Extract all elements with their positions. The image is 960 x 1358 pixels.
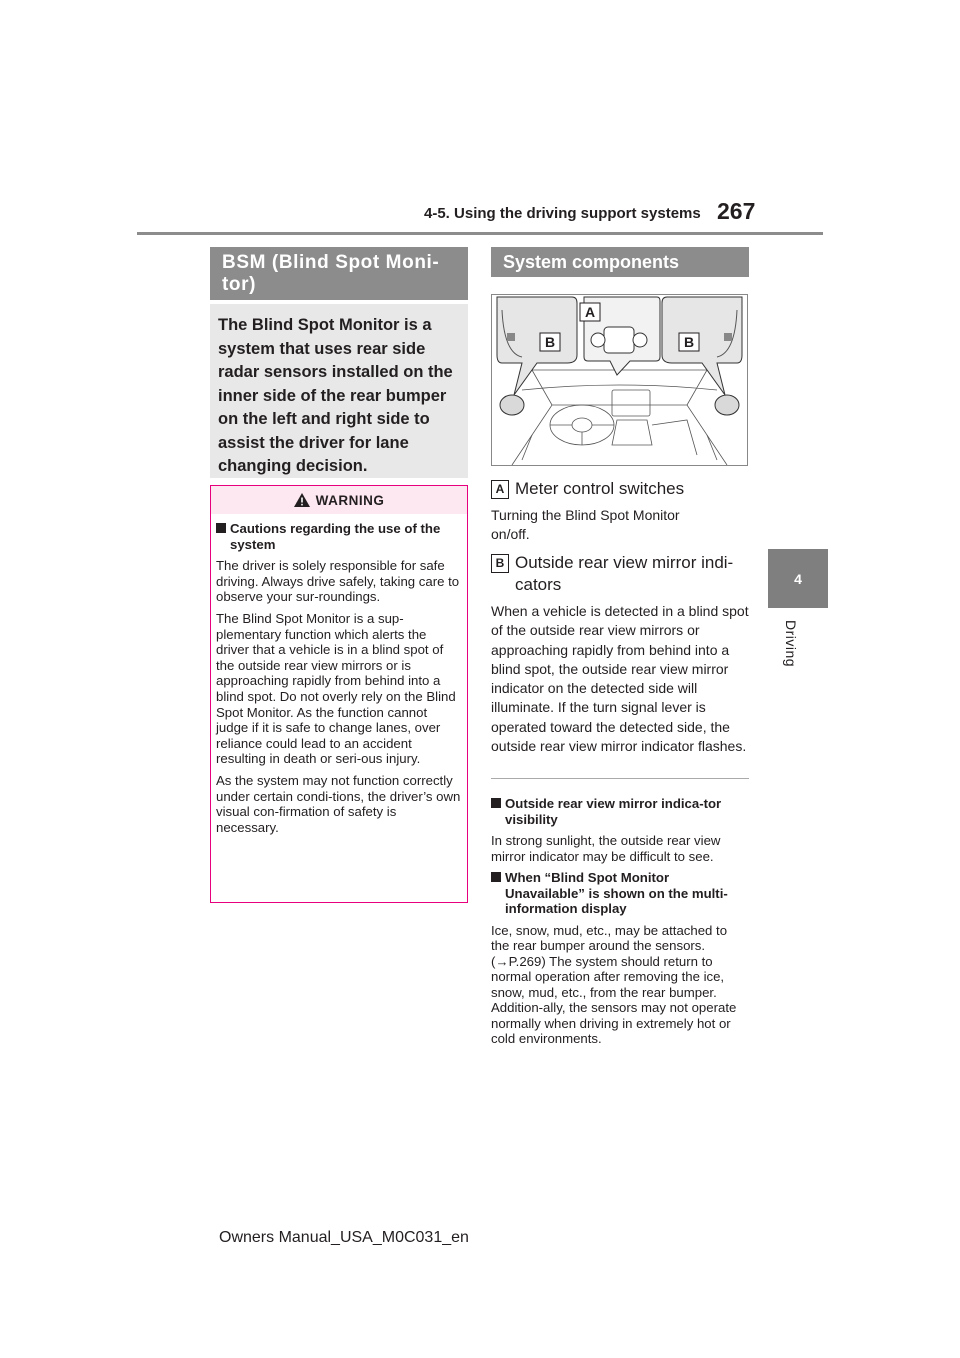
letter-b-icon: B (491, 554, 509, 573)
figure-label-a: A (584, 304, 596, 320)
note-text: Ice, snow, mud, etc., may be attached to the rear bumper around the sensors. (→P.269) The system should return to normal operation after removing the ice, snow, mud, etc., from the rear bumper. Addition-ally, the sensors may not operate normally when driving in extremely hot or cold environments. (491, 922, 737, 1046)
warning-paragraph: As the system may not function correctly under certain condi-tions, the driver’s own visual con-firmation of safety is necessary. (216, 772, 461, 835)
warning-paragraph: The driver is solely responsible for safe driving. Always drive safely, taking care to observe your sur-roundings. (216, 558, 460, 605)
callout-b-title-text: Outside rear view mirror indi- (515, 553, 734, 572)
note-heading-text: When “Blind Spot Monitor Unavailable” is shown on the multi-information display (505, 870, 728, 916)
warning-content (216, 521, 462, 841)
bsm-title-line1: BSM (Blind Spot Moni- (222, 252, 440, 273)
note-heading (491, 870, 749, 917)
figure-label-b-left: B (544, 334, 556, 350)
note-text: In strong sunlight, the outside rear view mirror indicator may be difficult to see. (491, 833, 721, 864)
bsm-lead-box (210, 304, 468, 478)
bsm-title-line2: tor) (222, 274, 257, 295)
warning-paragraph: The Blind Spot Monitor is a sup-plementary function which alerts the driver that a vehicle is in a blind spot of the outside rear view mirrors or is approaching rapidly from behind into a blind spot. Do not overly rely on the Blind Spot Monitor. As the function cannot judge if it is safe to change lanes, over reliance could lead to an accident resulting in death or seri-ous injury. (216, 610, 456, 767)
square-bullet-icon (216, 523, 226, 533)
header-divider (137, 232, 823, 235)
square-bullet-icon (491, 798, 501, 808)
warning-triangle-icon (294, 493, 310, 507)
warning-subheading (216, 521, 462, 552)
callout-b-text: When a vehicle is detected in a blind spot of the outside rear view mirrors or approaching rapidly from behind into a blind spot, the outside rear view mirror indicator on the detected side will illuminate. If the turn signal lever is operated toward the detected side, the outside rear view mirror indicator flashes. (491, 603, 749, 755)
letter-a-icon: A (491, 480, 509, 499)
callout-b-title (491, 552, 749, 596)
system-components-title: System components (491, 247, 749, 277)
footer-text: Owners Manual_USA_M0C031_en (219, 1229, 469, 1246)
section-title: 4-5. Using the driving support systems (424, 205, 701, 222)
chapter-tab: 4 (768, 549, 828, 608)
callout-a (491, 478, 749, 544)
page-number: 267 (717, 198, 756, 224)
bsm-lead-text: The Blind Spot Monitor is a system that uses rear side radar sensors installed on the inner side of the rear bumper on the left and right side to assist the driver for lane changing decision. (218, 316, 453, 475)
notes (491, 796, 749, 1053)
chapter-label: Driving (783, 620, 799, 668)
bsm-title (210, 247, 468, 300)
callout-b (491, 552, 749, 756)
callout-a-title-text: Meter control switches (515, 479, 685, 498)
note-heading-text: Outside rear view mirror indica-tor visibility (505, 796, 722, 827)
square-bullet-icon (491, 872, 501, 882)
warning-subheading-text: Cautions regarding the use of the system (230, 521, 441, 552)
section-divider (491, 778, 749, 779)
note-heading (491, 796, 749, 827)
callout-a-title (491, 478, 749, 500)
warning-box (210, 485, 468, 903)
callout-a-text: Turning the Blind Spot Monitor on/off. (491, 507, 680, 542)
dashboard-illustration (492, 295, 747, 465)
warning-header (211, 486, 467, 514)
callout-b-title-cont: cators (515, 575, 562, 594)
figure-label-b-right: B (683, 334, 695, 350)
system-components-figure (491, 294, 748, 466)
warning-label: WARNING (315, 492, 385, 508)
